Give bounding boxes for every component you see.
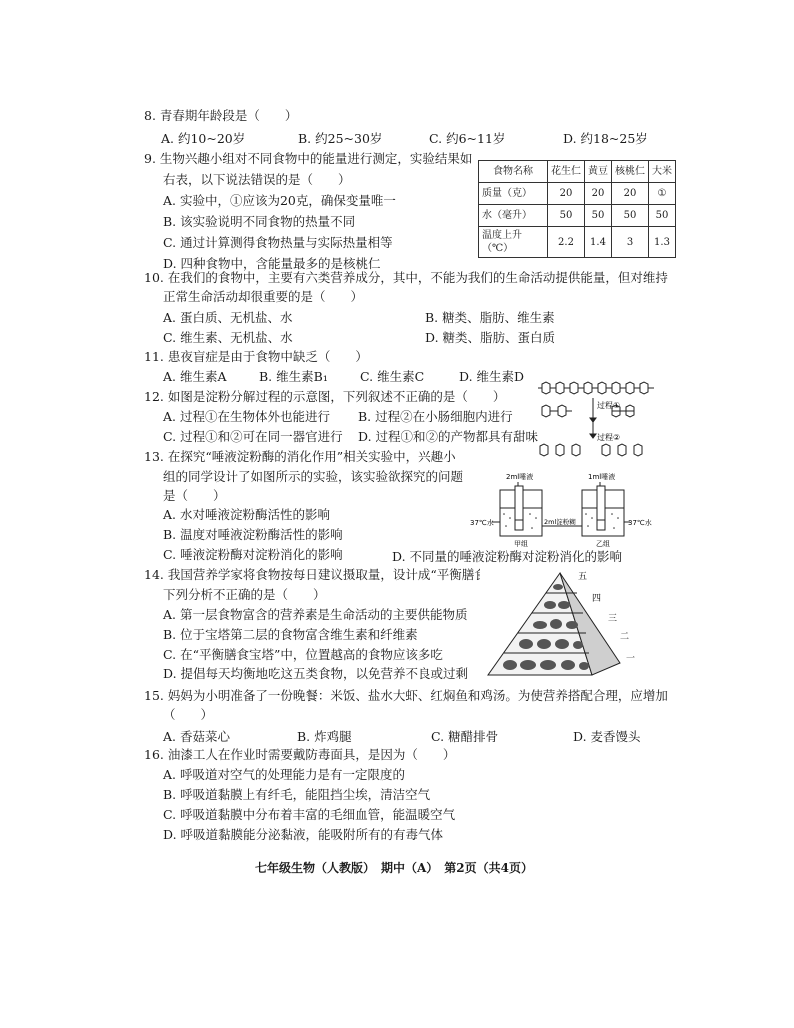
q8-option-a[interactable]: A. 约10~20岁	[161, 131, 246, 146]
q10-option-b[interactable]: B. 糖类、脂肪、维生素	[425, 310, 555, 325]
table-row	[479, 205, 676, 227]
q9-stem-line1: 9. 生物兴趣小组对不同食物中的能量进行测定，实验结果如	[144, 151, 473, 166]
q13-option-c[interactable]: C. 唾液淀粉酶对淀粉消化的影响	[163, 547, 343, 562]
q12-option-c[interactable]: C. 过程①和②可在同一器官进行	[163, 429, 343, 444]
q15-stem-line1: 15. 妈妈为小明准备了一份晚餐：米饭、盐水大虾、红焖鱼和鸡汤。为使营养搭配合理，应增加	[144, 688, 668, 703]
page-footer: 七年级生物（人教版） 期中（A） 第2页（共4页）	[255, 861, 534, 875]
q8-option-b[interactable]: B. 约25~30岁	[298, 131, 383, 146]
q12-option-a[interactable]: A. 过程①在生物体外也能进行	[163, 409, 330, 424]
q8-option-d[interactable]: D. 约18~25岁	[563, 131, 648, 146]
table-cell: ①	[649, 183, 676, 205]
label-37c-water-left: 37℃水	[470, 519, 494, 527]
label-1ml-saliva: 1ml唾液	[588, 473, 616, 481]
q15-option-b[interactable]: B. 炸鸡腿	[297, 729, 352, 744]
q9-option-b[interactable]: B. 该实验说明不同食物的热量不同	[163, 214, 356, 229]
q11-option-d[interactable]: D. 维生素D	[459, 369, 525, 384]
q12-option-d[interactable]: D. 过程①和②的产物都具有甜味	[358, 429, 539, 444]
q10-stem-line2: 正常生命活动却很重要的是（ ）	[163, 289, 364, 304]
q13-option-b[interactable]: B. 温度对唾液淀粉酶活性的影响	[163, 527, 343, 542]
table-cell: 质量（克）	[479, 183, 548, 205]
q12-option-b[interactable]: B. 过程②在小肠细胞内进行	[358, 409, 513, 424]
label-37c-water-right: 37℃水	[628, 519, 652, 527]
table-row	[479, 161, 676, 183]
q14-option-c[interactable]: C. 在“平衡膳食宝塔”中，位置越高的食物应该多吃	[163, 647, 443, 662]
table-cell: 食物名称	[479, 161, 548, 183]
q14-stem-line1: 14. 我国营养学家将食物按每日建议摄取量，设计成“平衡膳食宝塔”。	[144, 567, 531, 582]
beaker-experiment-figure	[470, 470, 660, 552]
table-cell: 20	[612, 183, 649, 205]
q13-stem-line2: 组的同学设计了如图所示的实验，该实验欲探究的问题	[163, 469, 464, 484]
q9-option-d[interactable]: D. 四种食物中，含能量最多的是核桃仁	[163, 256, 381, 271]
tower-level-4-label: 四	[592, 594, 602, 604]
q13-stem-line3: 是（ ）	[163, 488, 226, 503]
table-cell: 黄豆	[585, 161, 612, 183]
tower-level-3-label: 三	[608, 614, 618, 624]
q12-stem: 12. 如图是淀粉分解过程的示意图，下列叙述不正确的是（ ）	[144, 389, 506, 404]
q10-option-d[interactable]: D. 糖类、脂肪、蛋白质	[425, 330, 556, 345]
q15-option-c[interactable]: C. 糖醋排骨	[431, 729, 499, 744]
q8-option-c[interactable]: C. 约6~11岁	[429, 131, 506, 146]
table-cell: 核桃仁	[612, 161, 649, 183]
table-row	[479, 183, 676, 205]
tower-level-2-label: 二	[620, 632, 630, 642]
table-cell: 50	[649, 205, 676, 227]
table-cell: 50	[548, 205, 585, 227]
label-group-jia: 甲组	[514, 540, 528, 548]
label-process-2: 过程②	[597, 433, 621, 442]
q14-stem-line2: 下列分析不正确的是（ ）	[163, 587, 326, 602]
table-cell: 50	[585, 205, 612, 227]
label-group-yi: 乙组	[596, 540, 610, 548]
label-2ml-starch: 2ml淀粉糊	[544, 518, 576, 526]
q16-option-a[interactable]: A. 呼吸道对空气的处理能力是有一定限度的	[163, 767, 405, 782]
label-2ml-saliva: 2ml唾液	[506, 473, 534, 481]
q9-option-c[interactable]: C. 通过计算测得食物热量与实际热量相等	[163, 235, 393, 250]
table-cell: 50	[612, 205, 649, 227]
q9-option-a[interactable]: A. 实验中，①应该为20克，确保变量唯一	[163, 193, 396, 208]
q10-stem-line1: 10. 在我们的食物中，主要有六类营养成分，其中，不能为我们的生命活动提供能量，但对维持	[144, 270, 668, 285]
table-cell: 大米	[649, 161, 676, 183]
table-cell: 20	[585, 183, 612, 205]
q14-option-d[interactable]: D. 提倡每天均衡地吃这五类食物，以免营养不良或过剩	[163, 666, 469, 681]
q14-option-b[interactable]: B. 位于宝塔第二层的食物富含维生素和纤维素	[163, 627, 418, 642]
q15-option-a[interactable]: A. 香菇菜心	[163, 729, 230, 744]
q14-option-a[interactable]: A. 第一层食物富含的营养素是生命活动的主要供能物质	[163, 607, 468, 622]
q9-data-table	[478, 160, 676, 258]
q10-option-a[interactable]: A. 蛋白质、无机盐、水	[163, 310, 293, 325]
tower-level-5-label: 五	[578, 572, 588, 582]
table-cell: 1.3	[649, 227, 676, 258]
q16-stem: 16. 油漆工人在作业时需要戴防毒面具，是因为（ ）	[144, 747, 456, 762]
q15-stem-line2: （ ）	[163, 707, 214, 722]
food-pyramid-figure	[480, 567, 640, 685]
q9-stem-line2: 右表，以下说法错误的是（ ）	[163, 172, 351, 187]
q10-option-c[interactable]: C. 维生素、无机盐、水	[163, 330, 293, 345]
table-cell: 20	[548, 183, 585, 205]
table-row	[479, 227, 676, 258]
q11-option-c[interactable]: C. 维生素C	[360, 369, 425, 384]
q16-option-d[interactable]: D. 呼吸道黏膜能分泌黏液，能吸附所有的有毒气体	[163, 827, 444, 842]
q13-option-d[interactable]: D. 不同量的唾液淀粉酶对淀粉消化的影响	[392, 549, 623, 564]
table-cell: 水（毫升）	[479, 205, 548, 227]
q11-option-b[interactable]: B. 维生素B₁	[259, 369, 328, 384]
q16-option-c[interactable]: C. 呼吸道黏膜中分布着丰富的毛细血管，能温暖空气	[163, 807, 456, 822]
q13-stem-line1: 13. 在探究“唾液淀粉酶的消化作用”相关实验中，兴趣小	[144, 449, 456, 464]
tower-level-1-label: 一	[626, 654, 636, 664]
q16-option-b[interactable]: B. 呼吸道黏膜上有纤毛，能阻挡尘埃，清洁空气	[163, 787, 431, 802]
starch-breakdown-figure	[536, 378, 656, 460]
table-cell: 2.2	[548, 227, 585, 258]
q13-option-a[interactable]: A. 水对唾液淀粉酶活性的影响	[163, 507, 330, 522]
table-cell: 花生仁	[548, 161, 585, 183]
label-process-1: 过程①	[597, 401, 621, 410]
table-cell: 温度上升（℃）	[479, 227, 548, 258]
q15-option-d[interactable]: D. 麦香馒头	[573, 729, 641, 744]
q11-stem: 11. 患夜盲症是由于食物中缺乏（ ）	[144, 349, 368, 364]
q8-stem: 8. 青春期年龄段是（ ）	[144, 108, 298, 123]
q11-option-a[interactable]: A. 维生素A	[163, 369, 227, 384]
table-cell: 3	[612, 227, 649, 258]
table-cell: 1.4	[585, 227, 612, 258]
